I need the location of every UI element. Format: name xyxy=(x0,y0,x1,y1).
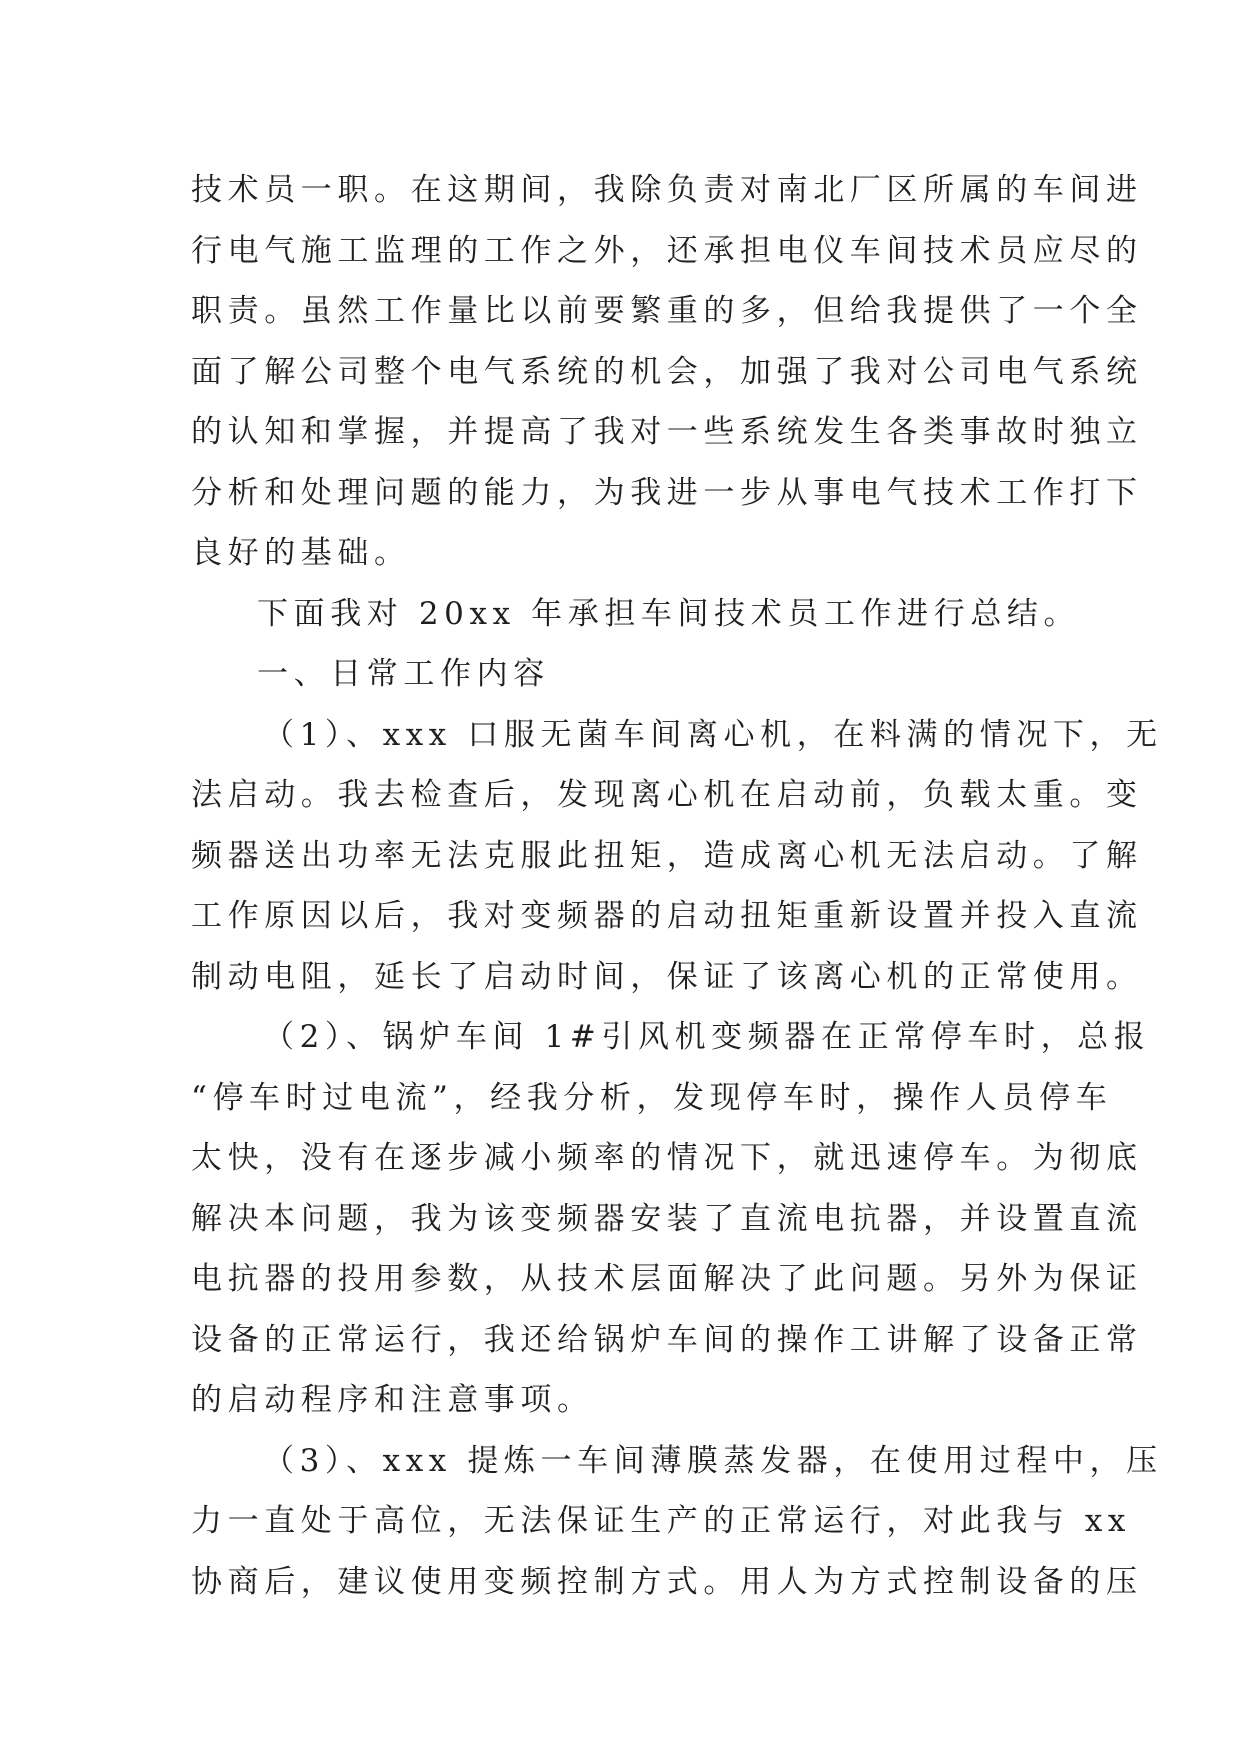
text-line: “停车时过电流”，经我分析，发现停车时，操作人员停车 xyxy=(191,1079,1113,1116)
item-2-first-line: （2）、锅炉车间 1#引风机变频器在正常停车时，总报 xyxy=(263,1019,1151,1055)
text-line: 电抗器的投用参数，从技术层面解决了此问题。另外为保证 xyxy=(191,1261,1143,1297)
text-line: 设备的正常运行，我还给锅炉车间的操作工讲解了设备正常 xyxy=(191,1321,1143,1358)
text-line: 解决本问题，我为该变频器安装了直流电抗器，并设置直流 xyxy=(191,1200,1143,1237)
text-line: 的认知和掌握，并提高了我对一些系统发生各类事故时独立 xyxy=(191,414,1143,450)
summary-intro-line: 下面我对 20xx 年承担车间技术员工作进行总结。 xyxy=(257,595,1081,632)
document-body xyxy=(191,160,1163,1612)
text-line: 频器送出功率无法克服此扭矩，造成离心机无法启动。了解 xyxy=(191,837,1143,874)
text-line: 行电气施工监理的工作之外，还承担电仪车间技术员应尽的 xyxy=(191,232,1143,269)
text-line: 的启动程序和注意事项。 xyxy=(191,1382,594,1418)
text-line: 面了解公司整个电气系统的机会，加强了我对公司电气系统 xyxy=(191,353,1143,390)
section-heading: 一、日常工作内容 xyxy=(257,656,550,692)
text-line: 协商后，建议使用变频控制方式。用人为方式控制设备的压 xyxy=(191,1563,1143,1600)
text-line: 技术员一职。在这期间，我除负责对南北厂区所属的车间进 xyxy=(191,172,1143,208)
text-line: 法启动。我去检查后，发现离心机在启动前，负载太重。变 xyxy=(191,777,1143,813)
item-3-first-line: （3）、xxx 提炼一车间薄膜蒸发器，在使用过程中，压 xyxy=(263,1442,1163,1479)
text-line: 良好的基础。 xyxy=(191,535,411,571)
text-line: 制动电阻，延长了启动时间，保证了该离心机的正常使用。 xyxy=(191,958,1143,995)
text-line: 分析和处理问题的能力，为我进一步从事电气技术工作打下 xyxy=(191,474,1143,511)
text-line: 太快，没有在逐步减小频率的情况下，就迅速停车。为彻底 xyxy=(191,1140,1143,1176)
text-line: 工作原因以后，我对变频器的启动扭矩重新设置并投入直流 xyxy=(191,898,1143,934)
item-1-first-line: （1）、xxx 口服无菌车间离心机，在料满的情况下，无 xyxy=(263,716,1163,753)
text-line: 力一直处于高位，无法保证生产的正常运行，对此我与 xx xyxy=(191,1503,1132,1539)
text-line: 职责。虽然工作量比以前要繁重的多，但给我提供了一个全 xyxy=(191,293,1143,329)
